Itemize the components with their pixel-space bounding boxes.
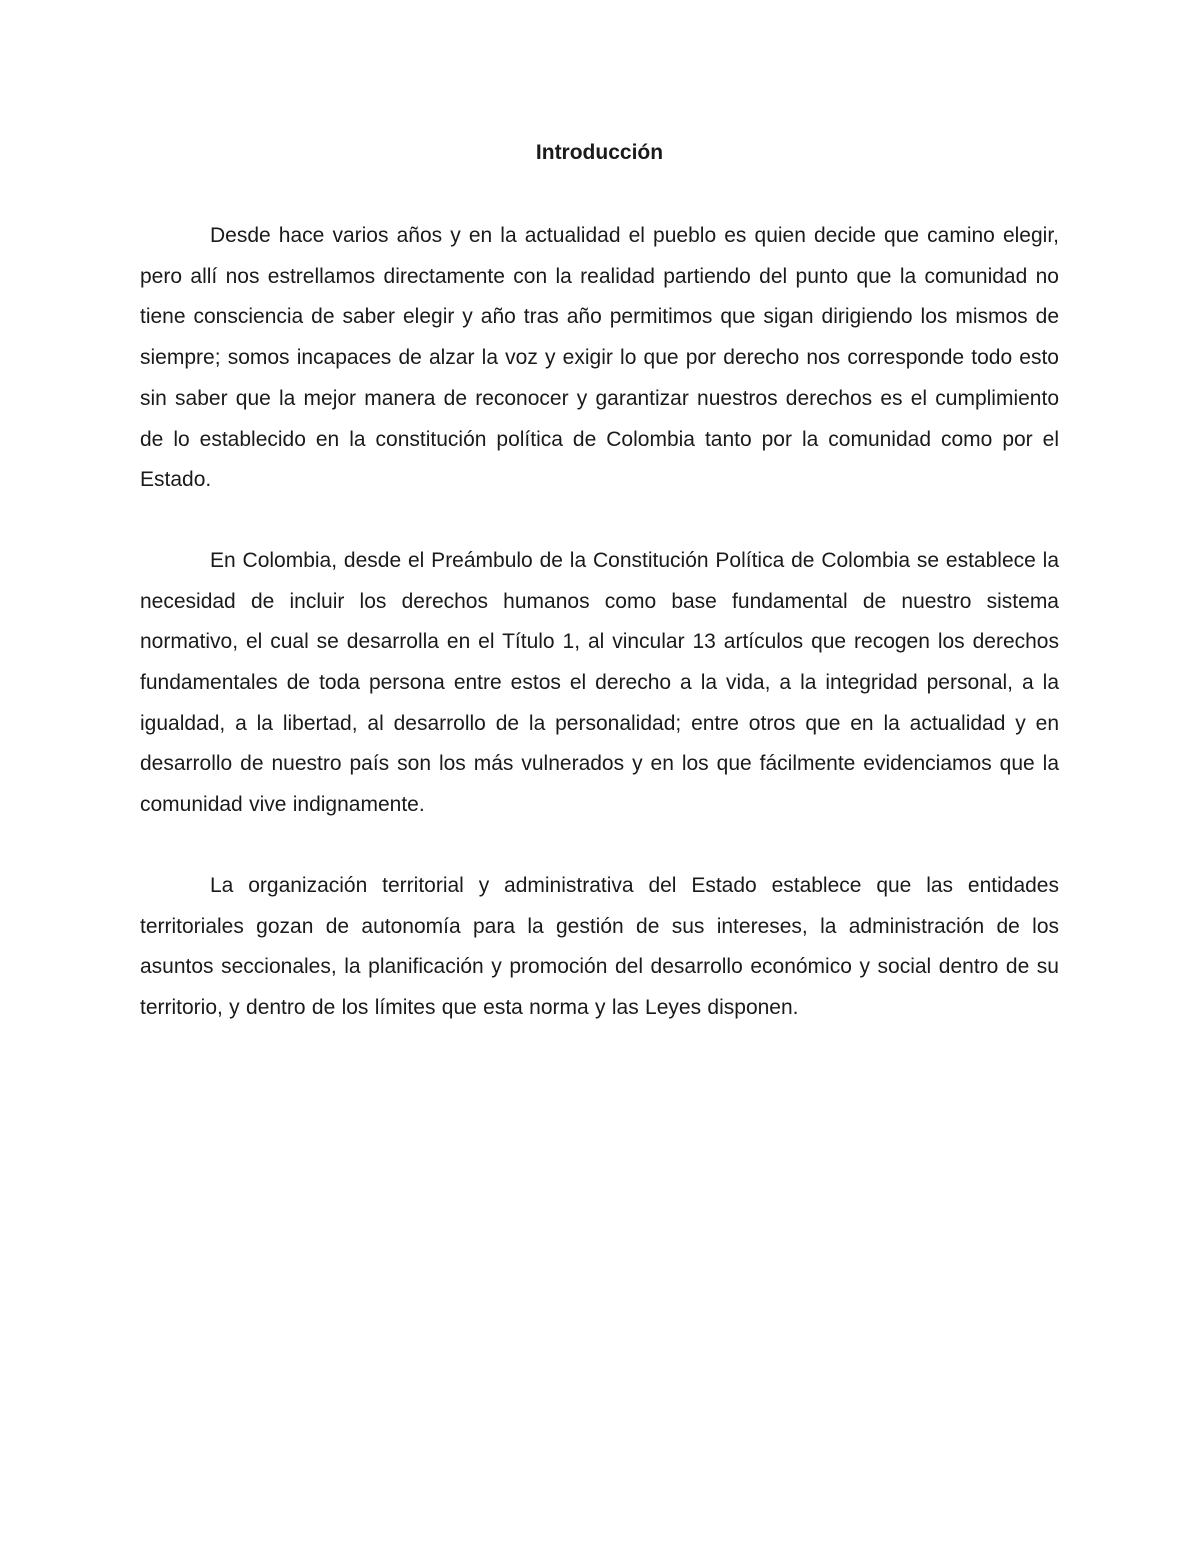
paragraph: La organización territorial y administrativa del Estado establece que las entidades territoriales gozan de autonomía para la gestión de sus intereses, la administración de los asuntos seccionales, la planificación y promoción del desarrollo económico y social dentro de su territorio, y dentro de los límites que esta norma y las Leyes disponen.: [140, 873, 1059, 1019]
page-title: Introducción: [535, 141, 664, 164]
paragraph: Desde hace varios años y en la actualidad el pueblo es quien decide que camino elegir, pero allí nos estrellamos directamente con la realidad partiendo del punto que la comunidad no tiene consciencia de saber elegir y año tras año permitimos que sigan dirigiendo los mismos de siempre; somos incapaces de alzar la voz y exigir lo que por derecho nos corresponde todo esto sin saber que la mejor manera de reconocer y garantizar nuestros derechos es el cumplimiento de lo establecido en la constitución política de Colombia tanto por la comunidad como por el Estado.: [140, 224, 1059, 492]
document-body: [140, 216, 1059, 1069]
paragraph: En Colombia, desde el Preámbulo de la Constitución Política de Colombia se establece la necesidad de incluir los derechos humanos como base fundamental de nuestro sistema normativo, el cual se desarrolla en el Título 1, al vincular 13 artículos que recogen los derechos fundamentales de toda persona entre estos el derecho a la vida, a la integridad personal, a la igualdad, a la libertad, al desarrollo de la personalidad; entre otros que en la actualidad y en desarrollo de nuestro país son los más vulnerados y en los que fácilmente evidenciamos que la comunidad vive indignamente.: [140, 548, 1059, 817]
